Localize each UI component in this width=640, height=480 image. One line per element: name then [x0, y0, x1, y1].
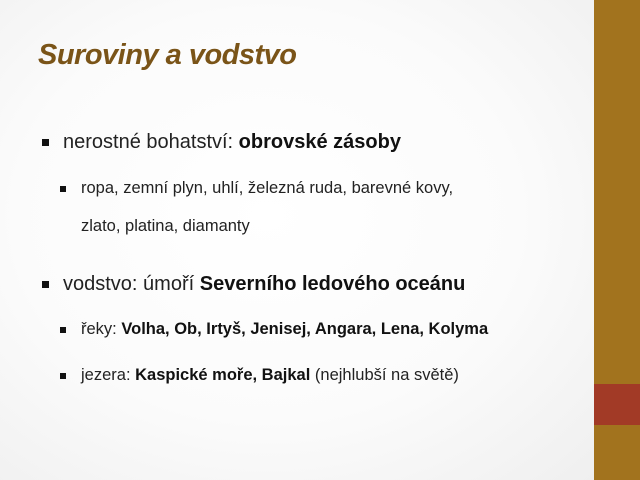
resources-list-line1: ropa, zemní plyn, uhlí, železná ruda, barevné kovy, [81, 179, 454, 197]
resources-emphasis: obrovské zásoby [238, 131, 401, 153]
resources-label: nerostné bohatství: [63, 131, 234, 153]
slide-title: Suroviny a vodstvo [38, 39, 297, 71]
rivers-list: Volha, Ob, Irtyš, Jenisej, Angara, Lena, Kolyma [121, 320, 489, 338]
side-decoration-accent [594, 384, 640, 425]
square-bullet-icon [60, 186, 66, 192]
resources-list-line2: zlato, platina, diamanty [81, 217, 250, 235]
lakes-list: Kaspické moře, Bajkal [135, 366, 311, 384]
square-bullet-icon [42, 139, 49, 146]
square-bullet-icon [60, 327, 66, 333]
square-bullet-icon [42, 281, 49, 288]
lakes-label: jezera: [81, 366, 131, 384]
rivers-label: řeky: [81, 320, 117, 338]
water-label: vodstvo: úmoří [63, 273, 195, 295]
water-emphasis: Severního ledového oceánu [199, 273, 466, 295]
square-bullet-icon [60, 373, 66, 379]
lakes-note: (nejhlubší na světě) [314, 366, 459, 384]
